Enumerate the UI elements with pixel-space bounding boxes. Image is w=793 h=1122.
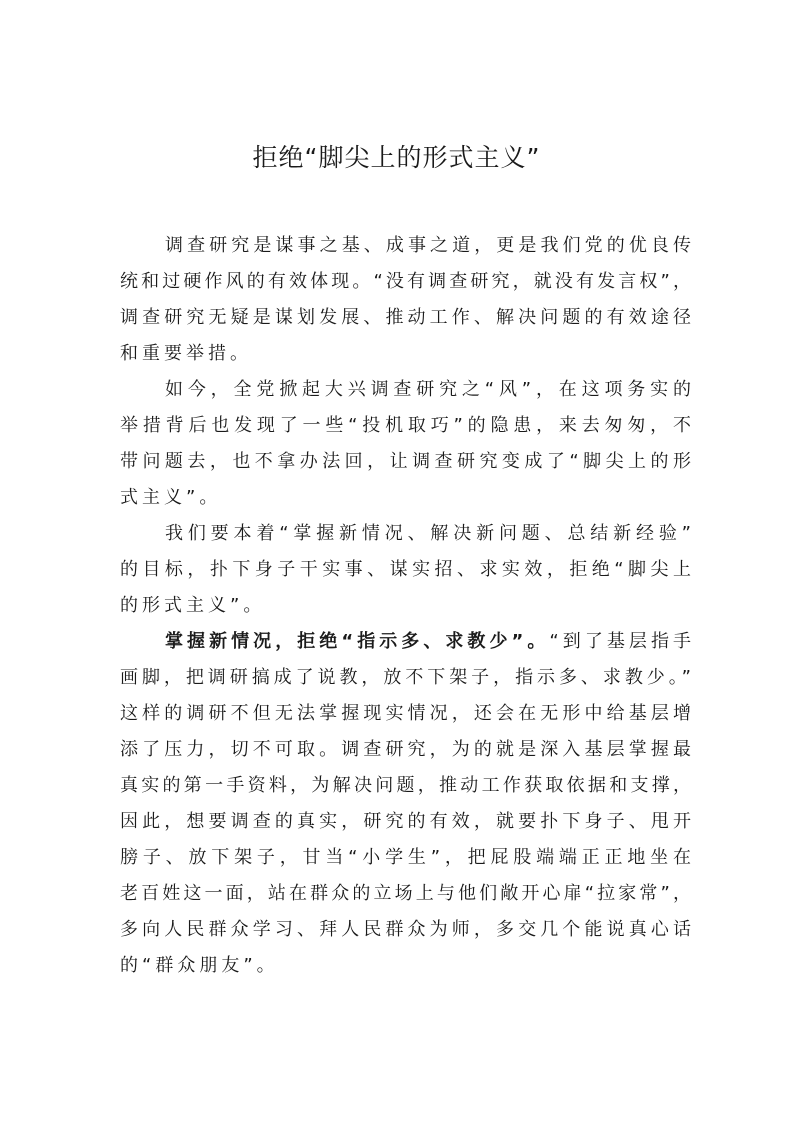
- text-line: 的形式主义”。: [120, 595, 266, 616]
- text-line: 添了压力，切不可取。调查研究，为的就是深入基层掌握最: [120, 739, 691, 760]
- paragraph-2: [120, 372, 691, 516]
- text-line: 膀子、放下架子，甘当“小学生”，把屁股端端正正地坐在: [120, 847, 691, 868]
- text-line: 因此，想要调查的真实，研究的有效，就要扑下身子、甩开: [120, 811, 691, 832]
- text-line: 老百姓这一面，站在群众的立场上与他们敞开心扉“拉家常”，: [120, 883, 691, 904]
- text-line: 调查研究无疑是谋划发展、推动工作、解决问题的有效途径: [120, 307, 691, 328]
- text-line: 调查研究是谋事之基、成事之道，更是我们党的优良传: [165, 235, 691, 256]
- text-line: 带问题去，也不拿办法回，让调查研究变成了“脚尖上的形: [120, 451, 691, 472]
- document-body: [120, 228, 691, 984]
- text-span: “到了基层指手: [549, 631, 691, 652]
- text-line: 统和过硬作风的有效体现。“没有调查研究，就没有发言权”，: [120, 271, 691, 292]
- text-line: 真实的第一手资料，为解决问题，推动工作获取依据和支撑，: [120, 775, 691, 796]
- document-title: 拒绝“脚尖上的形式主义”: [252, 143, 541, 172]
- text-line: 我们要本着“掌握新情况、解决新问题、总结新经验”: [165, 523, 691, 544]
- text-line: 画脚，把调研搞成了说教，放不下架子，指示多、求教少。”: [120, 667, 691, 688]
- paragraph-1: [120, 228, 691, 372]
- section-heading: 掌握新情况，拒绝“指示多、求教少”。: [165, 631, 550, 652]
- text-line: 的“群众朋友”。: [120, 955, 279, 976]
- paragraph-3: [120, 516, 691, 624]
- text-line: 式主义”。: [120, 487, 222, 508]
- text-line: 如今，全党掀起大兴调查研究之“风”，在这项务实的: [165, 379, 691, 400]
- text-line: [120, 624, 691, 660]
- text-line: 的目标，扑下身子干实事、谋实招、求实效，拒绝“脚尖上: [120, 559, 691, 580]
- text-line: 举措背后也发现了一些“投机取巧”的隐患，来去匆匆，不: [120, 415, 691, 436]
- text-line: 多向人民群众学习、拜人民群众为师，多交几个能说真心话: [120, 919, 691, 940]
- paragraph-4: [120, 624, 691, 984]
- text-line: 和重要举措。: [120, 343, 252, 364]
- text-line: 这样的调研不但无法掌握现实情况，还会在无形中给基层增: [120, 703, 691, 724]
